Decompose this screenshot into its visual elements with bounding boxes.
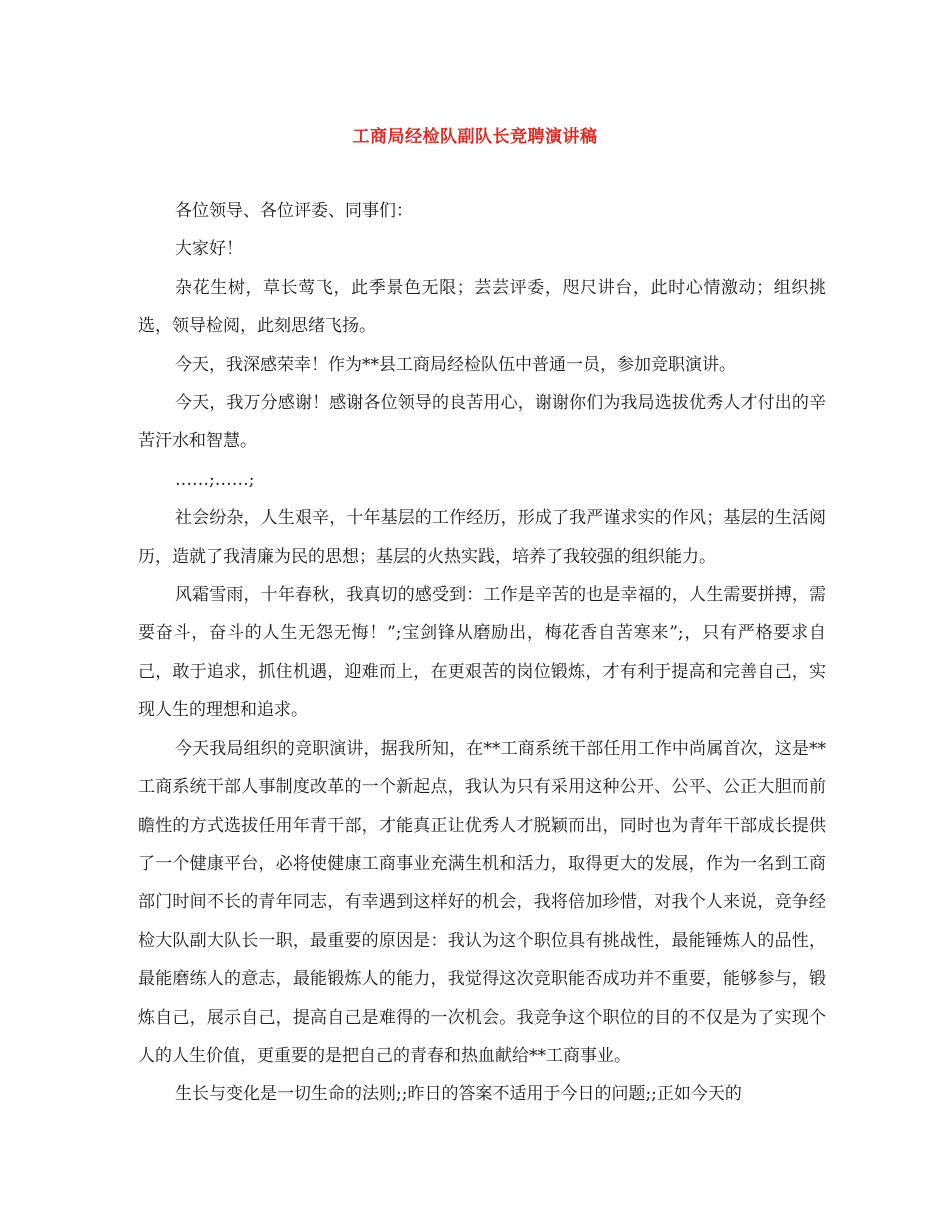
paragraph-greeting: 大家好！ [175, 239, 243, 260]
paragraph-salutation: 各位领导、各位评委、同事们： [175, 201, 413, 221]
document-title: 工商局经检队副队长竞聘演讲稿 [352, 127, 598, 147]
paragraph: 今天，我万分感谢！感谢各位领导的良苦用心，谢谢你们为我局选拔优秀人才付出的辛苦汗水和智慧。 [138, 393, 826, 452]
paragraph: 今天，我深感荣幸！作为**县工商局经检队伍中普通一员，参加竞职演讲。 [175, 354, 736, 375]
paragraph: 社会纷杂，人生艰辛，十年基层的工作经历，形成了我严谨求实的作风；基层的生活阅历，造就了我清廉为民的思想；基层的火热实践，培养了我较强的组织能力。 [138, 508, 826, 567]
paragraph-ellipsis: ……;……; [175, 469, 255, 490]
paragraph: 风霜雪雨，十年春秋，我真切的感受到：工作是辛苦的也是幸福的，人生需要拼搏，需要奋斗，奋斗的人生无怨无悔！”;宝剑锋从磨励出，梅花香自苦寒来”;，只有严格要求自己，敢于追求，抓住机遇，迎难而上，在更艰苦的岗位锻炼，才有利于提高和完善自己，实现人生的理想和追求。 [138, 585, 826, 721]
document-body [138, 192, 826, 1114]
paragraph: 杂花生树，草长莺飞，此季景色无限；芸芸评委，咫尺讲台，此时心情激动；组织挑选，领导检阅，此刻思绪飞扬。 [138, 277, 826, 337]
paragraph: 今天我局组织的竞职演讲，据我所知，在**工商系统干部任用工作中尚属首次，这是**工商系统干部人事制度改革的一个新起点，我认为只有采用这种公开、公平、公正大胆而前瞻性的方式选拔任用年青干部，才能真正让优秀人才脱颖而出，同时也为青年干部成长提供了一个健康平台，必将使健康工商事业充满生机和活力，取得更大的发展，作为一名到工商部门时间不长的青年同志，有幸遇到这样好的机会，我将倍加珍惜，对我个人来说，竞争经检大队副大队长一职，最重要的原因是：我认为这个职位具有挑战性，最能锤炼人的品性，最能磨练人的意志，最能锻炼人的能力，我觉得这次竞职能否成功并不重要，能够参与，锻炼自己，展示自己，提高自己是难得的一次机会。我竞争这个职位的目的不仅是为了实现个人的人生价值，更重要的是把自己的青春和热血献给**工商事业。 [138, 738, 826, 1066]
paragraph: 生长与变化是一切生命的法则;;昨日的答案不适用于今日的问题;;正如今天的 [175, 1084, 742, 1105]
